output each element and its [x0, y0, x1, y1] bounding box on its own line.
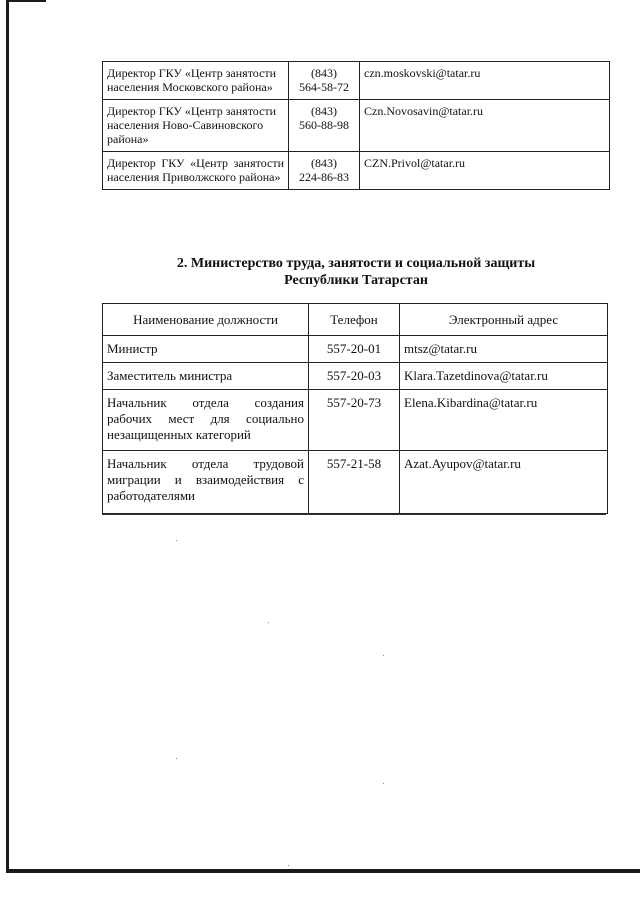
position-cell: Директор ГКУ «Центр занятости населения Московского района» [103, 62, 289, 100]
table-row [103, 62, 610, 100]
table-row [103, 451, 608, 514]
phone-number: 560-88-98 [299, 118, 349, 132]
scan-speck [383, 655, 384, 656]
table-row [103, 100, 610, 152]
scan-speck [176, 758, 177, 759]
email-cell: Czn.Novosavin@tatar.ru [360, 100, 610, 152]
table-row [103, 336, 608, 363]
email-cell: Elena.Kibardina@tatar.ru [400, 390, 608, 451]
phone-number: 224-86-83 [299, 170, 349, 184]
scan-edge-top [6, 0, 46, 2]
position-cell: Заместитель министра [103, 363, 309, 390]
phone-cell [289, 152, 360, 190]
position-cell: Директор ГКУ «Центр занятости населения Приволжского района» [103, 152, 289, 190]
phone-cell: 557-21-58 [309, 451, 400, 514]
email-cell: CZN.Privol@tatar.ru [360, 152, 610, 190]
column-header-position: Наименование должности [103, 304, 309, 336]
contacts-table-ministry [102, 303, 608, 514]
phone-code: (843) [311, 66, 337, 80]
email-cell: mtsz@tatar.ru [400, 336, 608, 363]
position-cell: Начальник отдела создания рабочих мест для социально незащищенных категорий [103, 390, 309, 451]
table-bottom-rule [102, 514, 606, 515]
email-cell: Klara.Tazetdinova@tatar.ru [400, 363, 608, 390]
scan-speck [383, 783, 384, 784]
phone-code: (843) [311, 104, 337, 118]
table-row [103, 152, 610, 190]
scan-speck [288, 865, 289, 866]
table-row [103, 390, 608, 451]
section-heading-line2: Республики Татарстан [284, 273, 428, 288]
position-cell: Директор ГКУ «Центр занятости населения Ново-Савиновского района» [103, 100, 289, 152]
phone-code: (843) [311, 156, 337, 170]
phone-cell: 557-20-01 [309, 336, 400, 363]
section-heading-line1: 2. Министерство труда, занятости и социальной защиты [176, 256, 536, 271]
phone-cell: 557-20-73 [309, 390, 400, 451]
phone-cell [289, 100, 360, 152]
phone-cell: 557-20-03 [309, 363, 400, 390]
scan-speck [176, 540, 177, 541]
email-cell: Azat.Ayupov@tatar.ru [400, 451, 608, 514]
email-cell: czn.moskovski@tatar.ru [360, 62, 610, 100]
position-cell: Министр [103, 336, 309, 363]
table-row [103, 363, 608, 390]
phone-number: 564-58-72 [299, 80, 349, 94]
section-heading [102, 255, 610, 289]
column-header-email: Электронный адрес [400, 304, 608, 336]
scan-edge-bottom [6, 869, 640, 873]
scan-speck [268, 622, 269, 623]
column-header-phone: Телефон [309, 304, 400, 336]
phone-cell [289, 62, 360, 100]
position-cell: Начальник отдела трудовой миграции и взаимодействия с работодателями [103, 451, 309, 514]
table-header-row [103, 304, 608, 336]
scan-edge-left [6, 0, 9, 872]
contacts-table-employment-centers [102, 61, 610, 190]
